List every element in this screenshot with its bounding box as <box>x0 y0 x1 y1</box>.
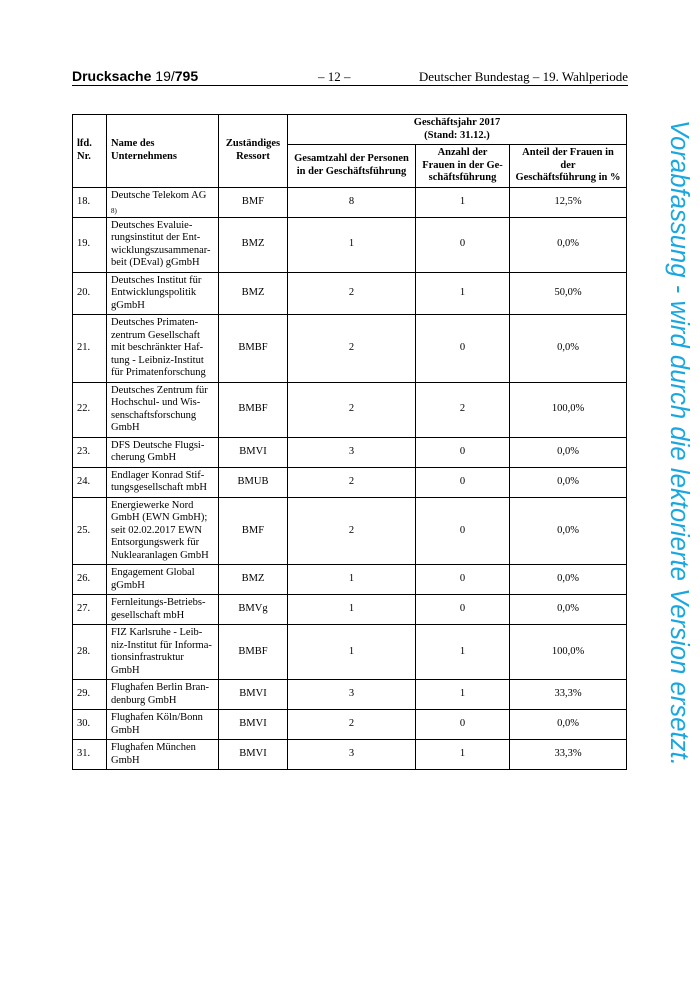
women-share: 0,0% <box>510 565 627 595</box>
company-name-line: für Primatenforschung <box>111 367 206 378</box>
company-name-line: GmbH <box>111 664 140 676</box>
col-header-name-line2: Unternehmens <box>111 150 177 162</box>
ressort: BMVg <box>219 595 288 625</box>
company-name <box>107 437 219 467</box>
document-number <box>72 68 198 84</box>
col-header-women <box>416 145 510 188</box>
row-number: 18. <box>73 187 107 217</box>
row-number: 24. <box>73 467 107 497</box>
women-count: 1 <box>416 187 510 217</box>
table-row <box>73 382 627 437</box>
women-count: 0 <box>416 497 510 565</box>
row-number: 29. <box>73 680 107 710</box>
company-name-line: Deutsches Zentrum für <box>111 384 208 396</box>
ressort: BMVI <box>219 710 288 740</box>
company-name-line: Flughafen München <box>111 742 196 753</box>
women-count: 0 <box>416 315 510 383</box>
company-name-line: Nuklearanlagen GmbH <box>111 549 209 561</box>
table-row <box>73 710 627 740</box>
company-name-line: Deutsches Institut für <box>111 274 202 286</box>
company-name-line: tungsgesellschaft mbH <box>111 482 207 493</box>
company-name <box>107 625 219 680</box>
company-name <box>107 187 219 217</box>
ressort: BMZ <box>219 272 288 315</box>
ressort: BMUB <box>219 467 288 497</box>
company-name <box>107 680 219 710</box>
doc-label: Drucksache <box>72 68 152 84</box>
company-name-line: gGmbH <box>111 579 145 591</box>
row-number: 22. <box>73 382 107 437</box>
table-body <box>73 187 627 770</box>
women-count: 1 <box>416 272 510 315</box>
women-count: 0 <box>416 217 510 272</box>
company-name <box>107 467 219 497</box>
col-header-women-line2: Frauen in der Ge- <box>422 159 503 171</box>
table-row <box>73 680 627 710</box>
company-name-line: DFS Deutsche Flugsi- <box>111 439 205 451</box>
women-count: 2 <box>416 382 510 437</box>
doc-number-period: 19/ <box>155 68 175 84</box>
company-name-line: Entwicklungspolitik <box>111 287 197 298</box>
women-share: 33,3% <box>510 680 627 710</box>
company-name-line: gGmbH <box>111 299 145 311</box>
ressort: BMBF <box>219 382 288 437</box>
ressort: BMVI <box>219 437 288 467</box>
women-share: 50,0% <box>510 272 627 315</box>
row-number: 30. <box>73 710 107 740</box>
company-name-line: mit beschränkter Haf- <box>111 342 204 353</box>
header-row-1 <box>73 115 627 145</box>
company-name-line: GmbH <box>111 422 140 433</box>
company-name <box>107 710 219 740</box>
women-count: 1 <box>416 740 510 770</box>
company-name-line: wicklungszusammenar- <box>111 244 211 256</box>
company-name-line: Flughafen Berlin Bran- <box>111 682 209 693</box>
women-share: 100,0% <box>510 625 627 680</box>
page-header <box>72 68 628 86</box>
company-name <box>107 595 219 625</box>
table-row <box>73 625 627 680</box>
company-name-line: gesellschaft mbH <box>111 609 185 621</box>
row-number: 31. <box>73 740 107 770</box>
draft-watermark: Vorabfassung - wird durch die lektorierte Version ersetzt. <box>665 120 693 766</box>
ressort: BMF <box>219 187 288 217</box>
women-count: 0 <box>416 595 510 625</box>
company-name-line: GmbH (EWN GmbH); <box>111 512 208 523</box>
company-name <box>107 497 219 565</box>
col-header-total-line1: Gesamtzahl der Personen <box>294 153 409 165</box>
total-persons: 1 <box>288 565 416 595</box>
company-name-line: Deutsches Evaluie- <box>111 219 193 231</box>
ressort: BMZ <box>219 565 288 595</box>
company-name-line: seit 02.02.2017 EWN <box>111 524 202 536</box>
total-persons: 1 <box>288 625 416 680</box>
company-name <box>107 740 219 770</box>
company-name-line: Engagement Global <box>111 567 195 578</box>
company-name-line: Flughafen Köln/Bonn <box>111 712 203 723</box>
company-name-line: beit (DEval) gGmbH <box>111 257 200 268</box>
company-name-line: cherung GmbH <box>111 452 177 463</box>
col-header-women-line1: Anzahl der <box>437 147 488 158</box>
total-persons: 2 <box>288 710 416 740</box>
footnote-marker: 8) <box>111 207 117 215</box>
company-name-line: tionsinfrastruktur <box>111 652 184 663</box>
company-name-line: tung - Leibniz-Institut <box>111 354 204 366</box>
table-row <box>73 740 627 770</box>
col-group-header-line1: Geschäftsjahr 2017 <box>413 117 501 128</box>
page-number: – 12 – <box>318 69 351 84</box>
women-share: 100,0% <box>510 382 627 437</box>
company-name-line: GmbH <box>111 754 140 766</box>
ressort: BMZ <box>219 217 288 272</box>
company-name-line: FIZ Karlsruhe - Leib- <box>111 627 203 638</box>
women-share: 0,0% <box>510 437 627 467</box>
col-group-header-line2: (Stand: 31.12.) <box>424 129 490 141</box>
total-persons: 3 <box>288 437 416 467</box>
table-row <box>73 497 627 565</box>
women-share: 0,0% <box>510 497 627 565</box>
ressort: BMF <box>219 497 288 565</box>
col-header-ressort-line1: Zuständiges <box>225 138 281 150</box>
total-persons: 8 <box>288 187 416 217</box>
row-number: 20. <box>73 272 107 315</box>
company-name-line: denburg GmbH <box>111 694 177 706</box>
company-name <box>107 217 219 272</box>
ressort: BMVI <box>219 740 288 770</box>
women-count: 1 <box>416 680 510 710</box>
table-row <box>73 187 627 217</box>
header-publisher: Deutscher Bundestag – 19. Wahlperiode <box>418 69 628 84</box>
col-header-share <box>510 145 627 188</box>
company-name-line: rungsinstitut der Ent- <box>111 232 201 243</box>
col-header-women-line3: schäftsführung <box>428 172 497 183</box>
row-number: 21. <box>73 315 107 383</box>
col-header-name-line1: Name des <box>111 138 155 150</box>
table-row <box>73 565 627 595</box>
col-header-nr-line2: Nr. <box>77 150 91 162</box>
women-count: 1 <box>416 625 510 680</box>
women-share: 0,0% <box>510 595 627 625</box>
company-table <box>72 114 627 770</box>
company-name-line: Hochschul- und Wis- <box>111 397 201 408</box>
women-count: 0 <box>416 710 510 740</box>
women-count: 0 <box>416 437 510 467</box>
total-persons: 2 <box>288 315 416 383</box>
women-share: 12,5% <box>510 187 627 217</box>
table-row <box>73 595 627 625</box>
women-share: 33,3% <box>510 740 627 770</box>
total-persons: 2 <box>288 467 416 497</box>
total-persons: 1 <box>288 595 416 625</box>
company-name-line: niz-Institut für Informa- <box>111 639 212 651</box>
company-name-line: Deutsches Primaten- <box>111 317 199 328</box>
total-persons: 2 <box>288 382 416 437</box>
col-header-nr <box>73 115 107 188</box>
table-row <box>73 315 627 383</box>
women-share: 0,0% <box>510 315 627 383</box>
company-name-line: Deutsche Telekom AG <box>111 189 207 201</box>
col-header-name <box>107 115 219 188</box>
company-name-line: Fernleitungs-Betriebs- <box>111 597 206 608</box>
row-number: 19. <box>73 217 107 272</box>
total-persons: 1 <box>288 217 416 272</box>
company-name <box>107 382 219 437</box>
col-header-share-line2: Geschäftsführung in % <box>515 172 621 183</box>
company-name-line: senschaftsforschung <box>111 409 197 421</box>
col-header-total <box>288 145 416 188</box>
company-name-line: Endlager Konrad Stif- <box>111 469 205 481</box>
col-header-ressort <box>219 115 288 188</box>
company-name <box>107 272 219 315</box>
company-name-line: Energiewerke Nord <box>111 499 194 511</box>
col-header-nr-line1: lfd. <box>77 138 92 150</box>
company-name-line: GmbH <box>111 724 140 736</box>
table-row <box>73 467 627 497</box>
women-share: 0,0% <box>510 467 627 497</box>
women-share: 0,0% <box>510 217 627 272</box>
col-header-total-line2: in der Geschäftsführung <box>296 165 407 177</box>
col-header-share-line1: Anteil der Frauen in der <box>522 147 614 171</box>
table-row <box>73 437 627 467</box>
row-number: 23. <box>73 437 107 467</box>
total-persons: 2 <box>288 272 416 315</box>
ressort: BMBF <box>219 315 288 383</box>
table-row <box>73 272 627 315</box>
women-share: 0,0% <box>510 710 627 740</box>
header-rule <box>72 85 628 86</box>
table-row <box>73 217 627 272</box>
women-count: 0 <box>416 565 510 595</box>
ressort: BMBF <box>219 625 288 680</box>
col-group-header-fiscal-year <box>288 115 627 145</box>
total-persons: 2 <box>288 497 416 565</box>
ressort: BMVI <box>219 680 288 710</box>
row-number: 25. <box>73 497 107 565</box>
row-number: 27. <box>73 595 107 625</box>
col-header-ressort-line2: Ressort <box>236 150 270 162</box>
company-name <box>107 315 219 383</box>
total-persons: 3 <box>288 680 416 710</box>
company-name-line: zentrum Gesellschaft <box>111 329 200 341</box>
women-count: 0 <box>416 467 510 497</box>
company-name-line: Entsorgungswerk für <box>111 537 200 548</box>
company-name <box>107 565 219 595</box>
row-number: 26. <box>73 565 107 595</box>
total-persons: 3 <box>288 740 416 770</box>
doc-number-id: 795 <box>174 68 199 84</box>
row-number: 28. <box>73 625 107 680</box>
